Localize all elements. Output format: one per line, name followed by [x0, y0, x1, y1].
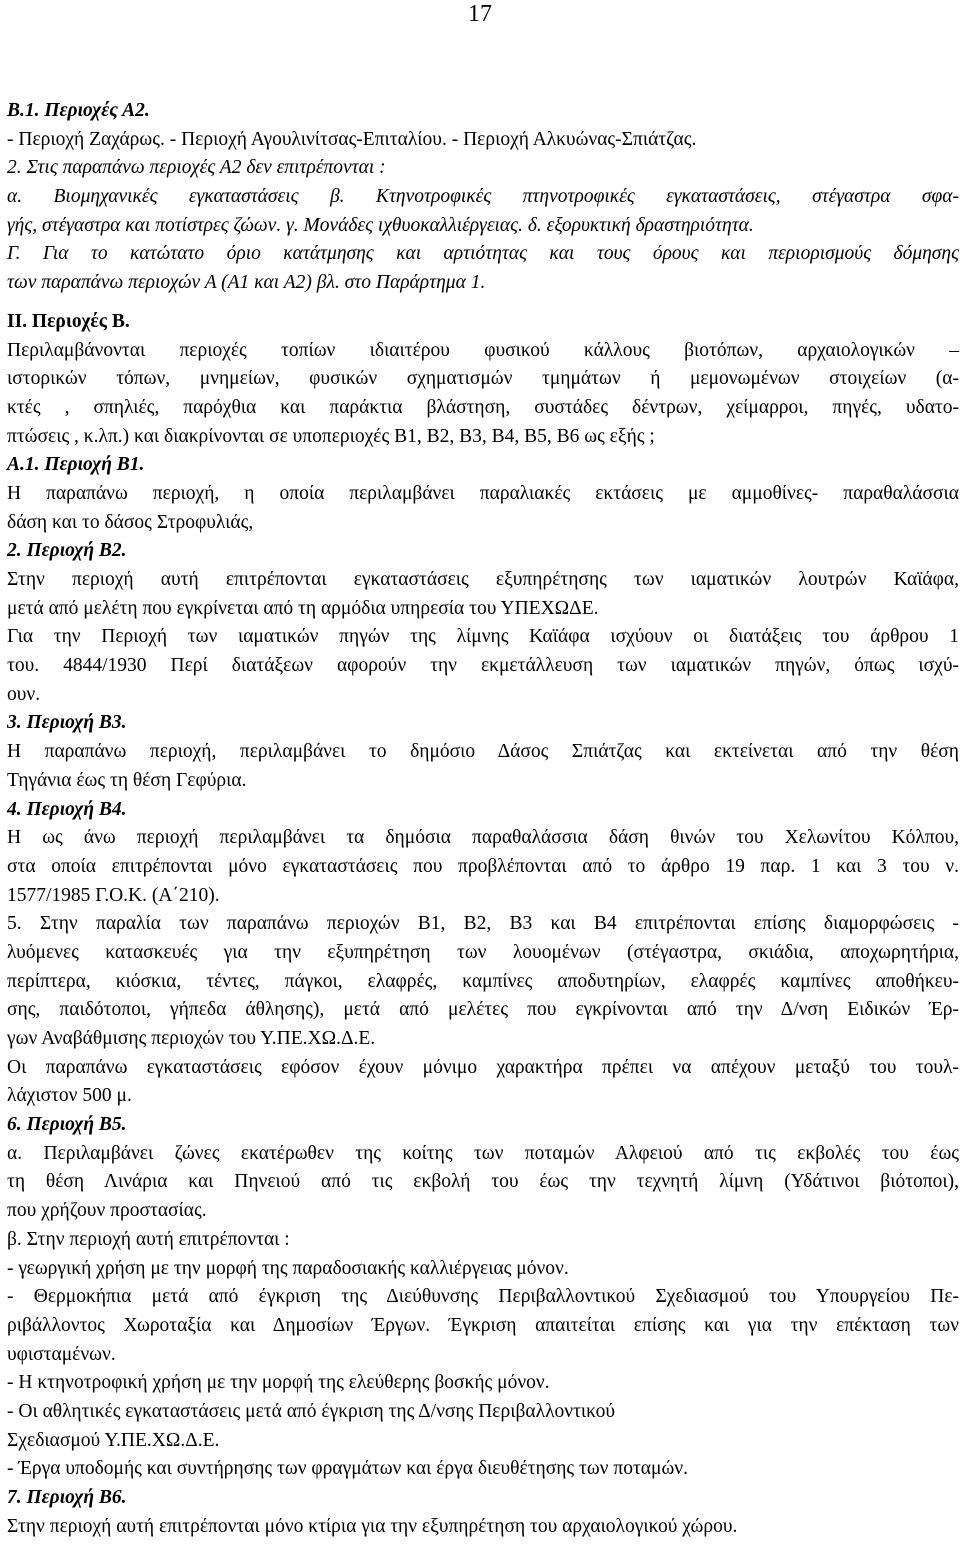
text-line: στα οποία επιτρέπονται μόνο εγκαταστάσεις που προβλέπονται από το άρθρο 19 παρ. 1 και 3 του ν. [7, 855, 959, 877]
text-line: 1577/1985 Γ.Ο.Κ. (Α΄210). [7, 884, 220, 906]
text-line: Περιλαμβάνονται περιοχές τοπίων ιδιαιτέρου φυσικού κάλλους βιοτόπων, αρχαιολογικών – [7, 339, 959, 361]
text-line: α. Περιλαμβάνει ζώνες εκατέρωθεν της κοίτης των ποταμών Αλφειού από τις εκβολές του έως [7, 1142, 959, 1164]
text-line: β. Στην περιοχή αυτή επιτρέπονται : [7, 1228, 290, 1250]
text-line: ιστορικών τόπων, μνημείων, φυσικών σχηματισμών τμημάτων ή μεμονωμένων στοιχείων (α- [7, 368, 959, 390]
text-line: 2. Στις παραπάνω περιοχές Α2 δεν επιτρέπονται : [7, 157, 386, 179]
section-heading: 4. Περιοχή Β4. [7, 798, 127, 820]
text-line: Η ως άνω περιοχή περιλαμβάνει τα δημόσια παραθαλάσσια δάση θινών του Χελωνίτου Κόλπου, [7, 827, 959, 849]
text-line: λάχιστον 500 μ. [7, 1085, 132, 1107]
text-line: Για την Περιοχή των ιαματικών πηγών της λίμνης Καϊάφα ισχύουν οι διατάξεις του άρθρου 1 [7, 626, 959, 648]
text-line: γής, στέγαστρα και ποτίστρες ζώων. γ. Μονάδες ιχθυοκαλλιέργειας. δ. εξορυκτική δραστηριότητα. [7, 214, 754, 236]
text-line: τη θέση Λινάρια και Πηνειού από τις εκβολή του έως την τεχνητή λίμνη (Υδάτινοι βιότοποι), [7, 1171, 959, 1193]
text-line: - Έργα υποδομής και συντήρησης των φραγμάτων και έργα διευθέτησης των ποταμών. [7, 1458, 688, 1480]
text-line: Η παραπάνω περιοχή, περιλαμβάνει το δημόσιο Δάσος Σπιάτζας και εκτείνεται από την θέση [7, 741, 959, 763]
text-line: περίπτερα, κιόσκια, τέντες, πάγκοι, ελαφρές, καμπίνες αποδυτηρίων, ελαφρές καμπίνες αποθήκευ- [7, 970, 959, 992]
text-line: - γεωργική χρήση με την μορφή της παραδοσιακής καλλιέργειας μόνον. [7, 1257, 569, 1279]
section-heading: 3. Περιοχή Β3. [7, 712, 127, 734]
section-heading: 7. Περιοχή Β6. [7, 1487, 127, 1508]
text-line: σης, παιδότοποι, γήπεδα άθλησης), μετά από μελέτες που εγκρίνονται από την Δ/νση Ειδικών Έρ- [7, 999, 959, 1021]
text-line: δάση και το δάσος Στροφυλιάς, [7, 511, 254, 533]
text-line: α. Βιομηχανικές εγκαταστάσεις β. Κτηνοτροφικές πτηνοτροφικές εγκαταστάσεις, στέγαστρα σφα- [7, 186, 959, 208]
text-line: - Οι αθλητικές εγκαταστάσεις μετά από έγκριση της Δ/νσης Περιβαλλοντικού [7, 1400, 615, 1422]
section-heading: Α.1. Περιοχή Β1. [7, 454, 145, 476]
text-line: πτώσεις , κ.λπ.) και διακρίνονται σε υποπεριοχές Β1, Β2, Β3, Β4, Β5, Β6 ως εξής ; [7, 425, 655, 447]
page-number: 17 [468, 1, 492, 27]
section-heading: ΙΙ. Περιοχές Β. [7, 310, 130, 332]
section-heading: Β.1. Περιοχές Α2. [7, 100, 150, 121]
text-line: - Θερμοκήπια μετά από έγκριση της Διεύθυνσης Περιβαλλοντικού Σχεδιασμού του Υπουργείου Πε- [7, 1286, 959, 1308]
text-line: Οι παραπάνω εγκαταστάσεις εφόσον έχουν μόνιμο χαρακτήρα πρέπει να απέχουν μεταξύ του τουλ- [7, 1056, 959, 1078]
text-line: Τηγάνια έως τη θέση Γεφύρια. [7, 769, 247, 791]
text-line: λυόμενες κατασκευές για την εξυπηρέτηση των λουομένων (στέγαστρα, σκιάδια, αποχωρητήρια, [7, 941, 959, 963]
document-body [7, 97, 959, 1541]
text-line: κτές , σπηλιές, παρόχθια και παράκτια βλάστηση, συστάδες δέντρων, χείμαρροι, πηγές, υδατο- [7, 396, 959, 418]
text-line: των παραπάνω περιοχών Α (Α1 και Α2) βλ. στο Παράρτημα 1. [7, 272, 486, 294]
section-heading: 2. Περιοχή Β2. [7, 540, 127, 562]
text-line: ουν. [7, 683, 41, 705]
text-line: Στην περιοχή αυτή επιτρέπονται μόνο κτίρια για την εξυπηρέτηση του αρχαιολογικού χώρου. [7, 1515, 738, 1537]
text-line: Η παραπάνω περιοχή, η οποία περιλαμβάνει παραλιακές εκτάσεις με αμμοθίνες- παραθαλάσσια [7, 482, 959, 504]
text-line: 5. Στην παραλία των παραπάνω περιοχών Β1, Β2, Β3 και Β4 επιτρέπονται επίσης διαμορφώσεις - [7, 913, 959, 935]
text-line: - Περιοχή Ζαχάρως. - Περιοχή Αγουλινίτσας-Επιταλίου. - Περιοχή Αλκυώνας-Σπιάτζας. [7, 128, 697, 150]
text-line: μετά από μελέτη που εγκρίνεται από τη αρμόδια υπηρεσία του ΥΠΕΧΩΔΕ. [7, 597, 599, 619]
text-line: Στην περιοχή αυτή επιτρέπονται εγκαταστάσεις εξυπηρέτησης των ιαματικών λουτρών Καϊάφα, [7, 569, 959, 590]
text-line: - Η κτηνοτροφική χρήση με την μορφή της ελεύθερης βοσκής μόνον. [7, 1372, 550, 1394]
text-line: του. 4844/1930 Περί διατάξεων αφορούν την εκμετάλλευση των ιαματικών πηγών, όπως ισχύ- [7, 655, 959, 677]
text-line: που χρήζουν προστασίας. [7, 1200, 207, 1222]
section-heading: 6. Περιοχή Β5. [7, 1114, 127, 1136]
text-line: Σχεδιασμού Υ.ΠΕ.ΧΩ.Δ.Ε. [7, 1429, 220, 1451]
text-line: ριβάλλοντος Χωροταξία και Δημοσίων Έργων. Έγκριση απαιτείται επίσης και για την επέκταση των [7, 1314, 959, 1336]
text-line: υφισταμένων. [7, 1343, 116, 1365]
section-gap [7, 298, 959, 308]
text-line: Γ. Για το κατώτατο όριο κατάτμησης και αρτιότητας και τους όρους και περιορισμούς δόμησης [7, 243, 959, 265]
text-line: γων Αναβάθμισης περιοχών του Υ.ΠΕ.ΧΩ.Δ.Ε. [7, 1028, 376, 1049]
